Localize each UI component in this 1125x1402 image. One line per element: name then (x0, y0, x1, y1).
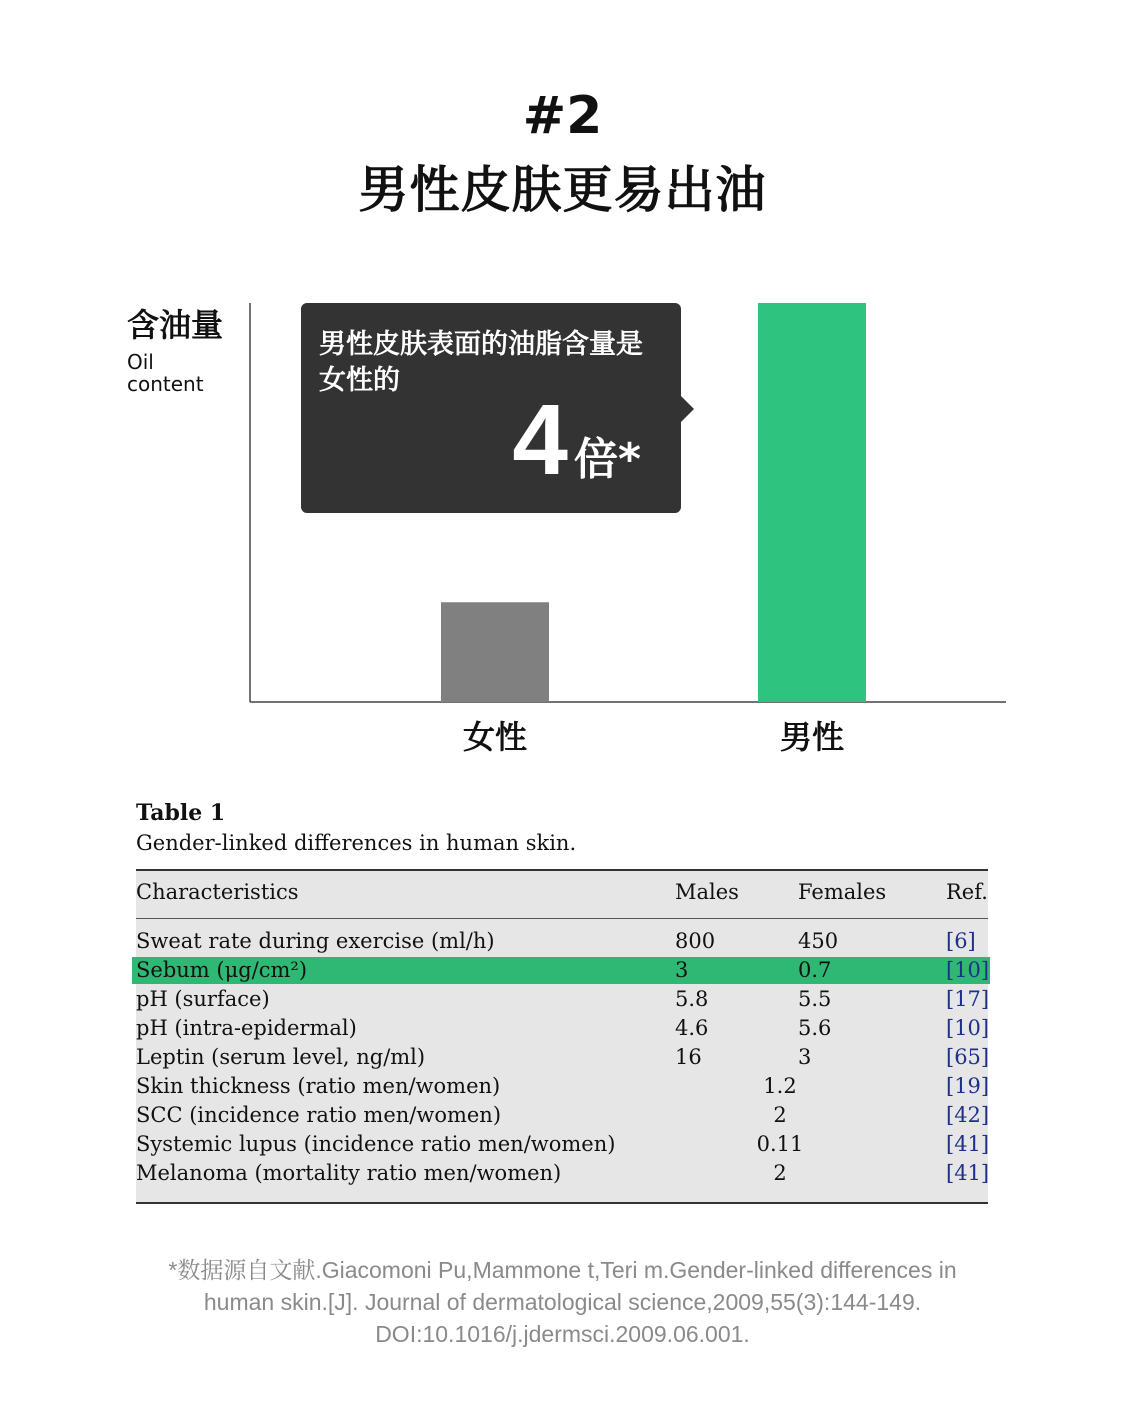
x-tick-label-female: 女性 (462, 718, 527, 756)
footnote: *数据源自文献.Giacomoni Pu,Mammone t,Teri m.Gender-linked differences in human skin.[J]. Journal of dermatological science,2009,55(3):144-149. DOI:10.1016/j.jdermsci.2009.06.001. (168, 1257, 957, 1347)
table-title: Table 1 (136, 800, 226, 826)
table-caption: Gender-linked differences in human skin. (136, 831, 577, 855)
table-cell-ratio: 1.2 (763, 1074, 797, 1098)
table-header-ref: Ref. (946, 880, 988, 904)
table-cell-females: 450 (798, 929, 839, 953)
table-cell-characteristic: Sebum (μg/cm²) (136, 958, 308, 982)
table-cell-females: 5.5 (798, 987, 832, 1011)
table-cell-ref-link: [41] (946, 1161, 990, 1185)
bar-female (441, 602, 549, 702)
table-cell-characteristic: Melanoma (mortality ratio men/women) (136, 1161, 562, 1185)
y-axis-label-en: Oil content (127, 350, 204, 396)
x-tick-label-male: 男性 (779, 718, 844, 756)
table-cell-males: 16 (675, 1045, 702, 1069)
table-cell-ref-link: [17] (946, 987, 990, 1011)
callout-unit: 倍* (573, 434, 641, 485)
table-cell-ref-link: [10] (946, 1016, 990, 1040)
table-cell-males: 5.8 (675, 987, 709, 1011)
table-cell-ref-link: [6] (946, 929, 976, 953)
callout-figure (512, 383, 641, 498)
table-cell-characteristic: pH (intra-epidermal) (136, 1016, 357, 1040)
page-title: 男性皮肤更易出油 (358, 161, 767, 219)
table-cell-females: 3 (798, 1045, 812, 1069)
bar-male (758, 303, 866, 702)
table-cell-characteristic: Sweat rate during exercise (ml/h) (136, 929, 495, 953)
callout-pointer (681, 396, 694, 422)
table-cell-characteristic: pH (surface) (136, 987, 270, 1011)
y-axis-label: 含油量 (127, 306, 224, 344)
callout-text: 男性皮肤表面的油脂含量是女性的 (319, 329, 643, 396)
table-cell-ratio: 0.11 (756, 1132, 804, 1156)
table-cell-females: 0.7 (798, 958, 832, 982)
section-number: #2 (522, 86, 603, 146)
callout-number: 4 (512, 384, 568, 496)
table-cell-characteristic: Leptin (serum level, ng/ml) (136, 1045, 426, 1069)
table-cell-females: 5.6 (798, 1016, 832, 1040)
table-cell-characteristic: Systemic lupus (incidence ratio men/women) (136, 1132, 616, 1156)
table-cell-ref-link: [41] (946, 1132, 990, 1156)
table-cell-males: 3 (675, 958, 689, 982)
table-header-divider (136, 918, 988, 919)
table-cell-characteristic: SCC (incidence ratio men/women) (136, 1103, 502, 1127)
table-header-characteristics: Characteristics (136, 880, 299, 904)
table-cell-ref-link: [10] (946, 958, 990, 982)
table-header-females: Females (798, 880, 887, 904)
table-cell-ratio: 2 (773, 1161, 787, 1185)
table-header-males: Males (675, 880, 739, 904)
table-cell-ref-link: [65] (946, 1045, 990, 1069)
callout-box (301, 303, 681, 513)
table-cell-ref-link: [19] (946, 1074, 990, 1098)
table-cell-ratio: 2 (773, 1103, 787, 1127)
table-cell-characteristic: Skin thickness (ratio men/women) (136, 1074, 501, 1098)
table-cell-males: 800 (675, 929, 716, 953)
table-cell-males: 4.6 (675, 1016, 709, 1040)
table-cell-ref-link: [42] (946, 1103, 990, 1127)
